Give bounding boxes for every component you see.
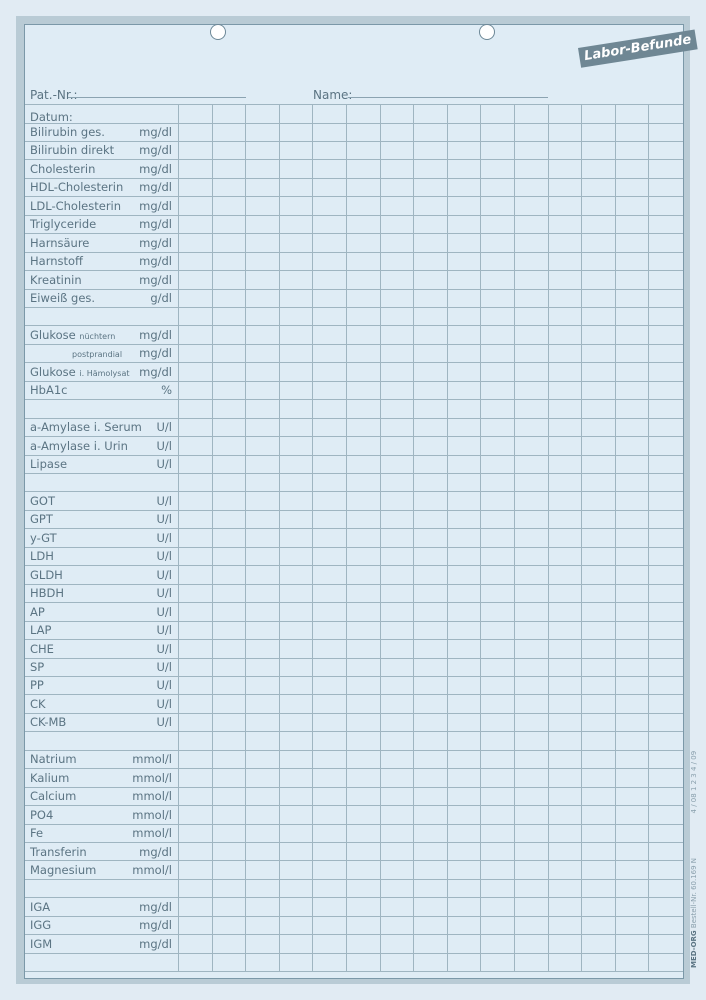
parameter-label: [30, 640, 54, 658]
lab-row: [30, 307, 172, 325]
lab-row: [30, 898, 172, 916]
lab-row: [30, 344, 172, 362]
order-number: Bestell-Nr. 60.169 N: [690, 857, 698, 929]
parameter-unit: mg/dl: [139, 918, 172, 933]
parameter-name: LDH: [30, 549, 54, 564]
lab-row: [30, 806, 172, 824]
grid-column-line: [615, 104, 616, 971]
punch-hole-right: [479, 24, 495, 40]
parameter-name: HDL-Cholesterin: [30, 180, 124, 195]
parameter-label: [30, 843, 87, 861]
grid-column-line: [346, 104, 347, 971]
parameter-label: [30, 750, 77, 768]
grid-column-line: [212, 104, 213, 971]
parameter-name: Transferin: [30, 844, 87, 859]
parameter-name: GOT: [30, 493, 55, 508]
parameter-label: [30, 787, 76, 805]
grid-column-line: [514, 104, 515, 971]
parameter-unit: mg/dl: [139, 327, 172, 342]
parameter-unit: U/l: [156, 715, 172, 730]
grid-column-line: [279, 104, 280, 971]
lab-row: [30, 658, 172, 676]
parameter-unit: U/l: [156, 641, 172, 656]
parameter-unit: mmol/l: [132, 770, 172, 785]
lab-row: [30, 381, 172, 399]
parameter-label: [30, 215, 96, 233]
parameter-qualifier: nüchtern: [79, 331, 116, 341]
parameter-label: [30, 806, 53, 824]
parameter-label: [30, 603, 45, 621]
parameter-unit: U/l: [156, 549, 172, 564]
lab-row: [30, 289, 172, 307]
lab-row: [30, 455, 172, 473]
parameter-unit: U/l: [156, 457, 172, 472]
lab-row: [30, 732, 172, 750]
grid-column-line: [178, 104, 179, 971]
parameter-name: CK-MB: [30, 715, 67, 730]
lab-row: [30, 326, 172, 344]
parameter-label: [72, 344, 122, 364]
parameter-label: [30, 492, 55, 510]
parameter-label: [30, 418, 142, 436]
parameter-unit: U/l: [156, 604, 172, 619]
grid-column-line: [581, 104, 582, 971]
grid-row-line: [25, 104, 683, 105]
parameter-qualifier: i. Hämolysat: [79, 368, 130, 378]
parameter-name: IGA: [30, 899, 51, 914]
parameter-name: SP: [30, 660, 45, 674]
parameter-unit: mmol/l: [132, 789, 172, 804]
parameter-name: Glukose: [30, 364, 76, 379]
parameter-unit: mg/dl: [139, 235, 172, 250]
parameter-label: [30, 584, 64, 602]
parameter-label: [30, 252, 83, 270]
parameter-name: Kalium: [30, 770, 70, 785]
lab-row: [30, 879, 172, 897]
lab-row: [30, 160, 172, 178]
parameter-unit: U/l: [156, 493, 172, 508]
parameter-label: [30, 141, 114, 159]
grid-column-line: [413, 104, 414, 971]
parameter-unit: mmol/l: [132, 826, 172, 840]
parameter-unit: U/l: [156, 586, 172, 601]
brand-mark: MED-ORG: [690, 930, 698, 968]
parameter-unit: mg/dl: [139, 143, 172, 158]
grid-column-line: [548, 104, 549, 971]
parameter-label: [30, 437, 128, 455]
parameter-label: [30, 363, 129, 383]
lab-row: [30, 547, 172, 565]
side-imprint: [690, 751, 698, 968]
parameter-unit: U/l: [156, 530, 172, 545]
grid-column-line: [312, 104, 313, 971]
parameter-name: Glukose: [30, 327, 76, 342]
parameter-name: HbA1c: [30, 383, 68, 398]
parameter-name: PO4: [30, 807, 54, 822]
parameter-name: CK: [30, 696, 46, 711]
parameter-unit: U/l: [156, 567, 172, 582]
parameter-name: a-Amylase i. Serum: [30, 420, 142, 435]
grid-row-line: [25, 971, 683, 972]
parameter-unit: U/l: [156, 623, 172, 638]
parameter-label: [30, 510, 53, 528]
lab-row: [30, 603, 172, 621]
lab-row: [30, 750, 172, 768]
lab-row: [30, 566, 172, 584]
name-label: Name:: [313, 88, 353, 102]
print-code: 4 / 08 1 2 3 4 / 09: [690, 750, 698, 814]
lab-row: [30, 141, 172, 159]
parameter-unit: mg/dl: [139, 272, 172, 287]
parameter-unit: mg/dl: [139, 254, 172, 269]
parameter-name: Cholesterin: [30, 161, 96, 176]
parameter-label: [30, 547, 54, 565]
parameter-unit: mg/dl: [139, 844, 172, 859]
lab-row: [30, 676, 172, 694]
parameter-unit: U/l: [156, 678, 172, 693]
parameter-unit: mg/dl: [139, 180, 172, 195]
grid-column-line: [447, 104, 448, 971]
parameter-name: Bilirubin direkt: [30, 143, 115, 158]
lab-row: [30, 178, 172, 196]
parameter-unit: mmol/l: [132, 862, 172, 877]
lab-row: [30, 584, 172, 602]
parameter-unit: mg/dl: [139, 161, 172, 176]
lab-row: [30, 529, 172, 547]
grid-column-line: [648, 104, 649, 971]
parameter-name: Calcium: [30, 789, 77, 804]
grid-column-line: [480, 104, 481, 971]
parameter-label: [30, 566, 63, 584]
parameter-name: CHE: [30, 641, 54, 656]
parameter-name: LAP: [30, 623, 52, 638]
parameter-unit: g/dl: [150, 291, 172, 305]
lab-row: [30, 234, 172, 252]
parameter-unit: mg/dl: [139, 198, 172, 213]
parameter-label: [30, 271, 82, 289]
grid-column-line: [245, 104, 246, 971]
parameter-label: [30, 621, 51, 639]
parameter-name: Bilirubin ges.: [30, 125, 105, 139]
parameter-unit: mg/dl: [139, 936, 172, 951]
lab-row: [30, 769, 172, 787]
parameter-label: [30, 289, 95, 307]
parameter-unit: U/l: [156, 660, 172, 674]
parameter-unit: mg/dl: [139, 125, 172, 139]
parameter-name: Eiweiß ges.: [30, 291, 96, 305]
parameter-name: Harnstoff: [30, 254, 83, 269]
parameter-name: a-Amylase i. Urin: [30, 438, 128, 453]
parameter-label: [30, 381, 67, 399]
lab-row: [30, 787, 172, 805]
parameter-label: [30, 197, 121, 215]
lab-row: [30, 492, 172, 510]
parameter-name: Triglyceride: [30, 217, 97, 232]
lab-row: [30, 824, 172, 842]
parameter-label: [30, 713, 66, 731]
parameter-name: PP: [30, 678, 44, 693]
lab-row: [30, 252, 172, 270]
parameter-name: Natrium: [30, 752, 77, 767]
lab-row: [30, 695, 172, 713]
parameter-unit: mmol/l: [132, 807, 172, 822]
lab-row: [30, 953, 172, 971]
parameter-name: GLDH: [30, 567, 63, 582]
date-label: Datum:: [30, 110, 73, 124]
parameter-name: Magnesium: [30, 862, 97, 877]
parameter-unit: mg/dl: [139, 217, 172, 232]
parameter-label: [30, 769, 69, 787]
parameter-label: [30, 658, 44, 676]
parameter-name: GPT: [30, 512, 53, 527]
lab-row: [30, 640, 172, 658]
parameter-unit: U/l: [156, 438, 172, 453]
pat-nr-field[interactable]: [68, 97, 246, 98]
lab-row: [30, 861, 172, 879]
parameter-label: [30, 676, 44, 694]
lab-row: [30, 215, 172, 233]
lab-row: [30, 123, 172, 141]
parameter-name: Lipase: [30, 457, 68, 472]
parameter-label: [30, 178, 123, 196]
lab-row: [30, 197, 172, 215]
parameter-unit: %: [161, 383, 172, 398]
parameter-name: AP: [30, 604, 45, 619]
lab-row: [30, 713, 172, 731]
punch-hole-left: [210, 24, 226, 40]
parameter-name: Fe: [30, 826, 44, 840]
parameter-name: y-GT: [30, 530, 57, 545]
lab-row: [30, 418, 172, 436]
parameter-unit: mg/dl: [139, 346, 172, 361]
parameter-name: LDL-Cholesterin: [30, 198, 122, 213]
name-field[interactable]: [348, 97, 548, 98]
parameter-unit: U/l: [156, 420, 172, 435]
parameter-name: HBDH: [30, 586, 65, 601]
parameter-name: Kreatinin: [30, 272, 82, 287]
grid-column-line: [380, 104, 381, 971]
parameter-name: IGM: [30, 936, 53, 951]
lab-row: [30, 474, 172, 492]
lab-row: [30, 843, 172, 861]
parameter-unit: mmol/l: [132, 752, 172, 767]
parameter-label: [30, 861, 96, 879]
parameter-unit: U/l: [156, 696, 172, 711]
parameter-unit: U/l: [156, 512, 172, 527]
parameter-label: [30, 529, 57, 547]
parameter-unit: mg/dl: [139, 364, 172, 379]
parameter-label: [30, 916, 51, 934]
lab-row: [30, 916, 172, 934]
form-title-tab: Labor-Befunde: [578, 30, 698, 68]
lab-row: [30, 621, 172, 639]
parameter-label: [30, 695, 46, 713]
parameter-label: [30, 234, 89, 252]
lab-row: [30, 400, 172, 418]
parameter-name: Harnsäure: [30, 235, 90, 250]
parameter-label: [30, 123, 105, 141]
parameter-label: [30, 160, 95, 178]
pat-nr-label: Pat.-Nr.:: [30, 88, 78, 102]
lab-row: [30, 363, 172, 381]
parameter-unit: mg/dl: [139, 899, 172, 914]
parameter-qualifier: postprandial: [72, 350, 123, 360]
parameter-label: [30, 455, 67, 473]
lab-row: [30, 510, 172, 528]
lab-row: [30, 437, 172, 455]
lab-row: [30, 271, 172, 289]
parameter-label: [30, 898, 50, 916]
parameter-label: [30, 326, 115, 346]
parameter-label: [30, 824, 43, 842]
parameter-name: IGG: [30, 918, 52, 933]
lab-row: [30, 935, 172, 953]
parameter-label: [30, 935, 52, 953]
